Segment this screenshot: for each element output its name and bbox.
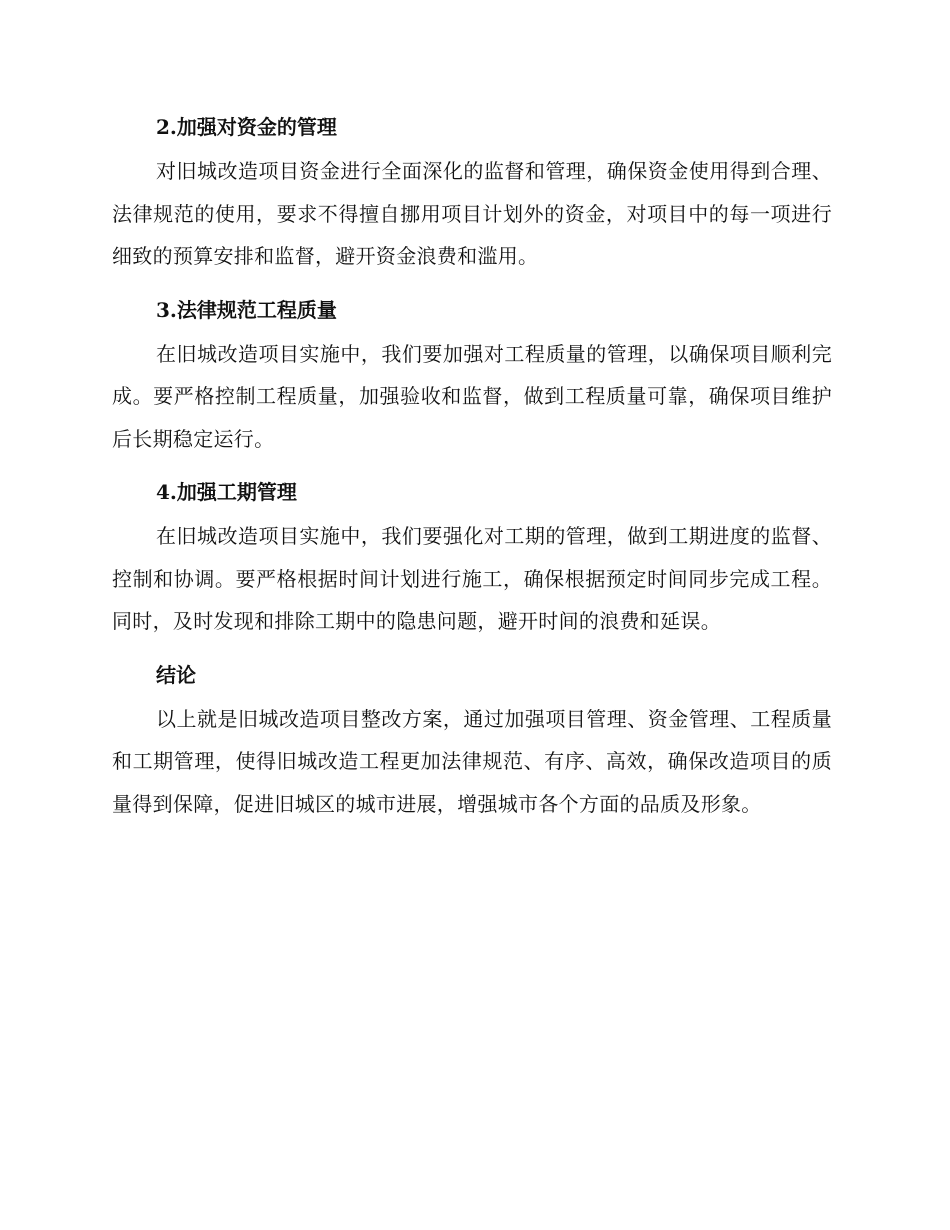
section-body-conclusion: 以上就是旧城改造项目整改方案，通过加强项目管理、资金管理、工程质量和工期管理，使得旧城改造工程更加法律规范、有序、高效，确保改造项目的质量得到保障，促进旧城区的城市进展，增强城市各个方面的品质及形象。 — [112, 706, 832, 816]
section-heading-funds: 2.加强对资金的管理 — [156, 115, 337, 139]
section-body-schedule: 在旧城改造项目实施中，我们要强化对工期的管理，做到工期进度的监督、控制和协调。要严格根据时间计划进行施工，确保根据预定时间同步完成工程。同时，及时发现和排除工期中的隐患问题，避开时间的浪费和延误。 — [112, 524, 832, 633]
section-heading-conclusion: 结论 — [156, 662, 196, 687]
section-body-funds: 对旧城改造项目资金进行全面深化的监督和管理，确保资金使用得到合理、法律规范的使用，要求不得擅自挪用项目计划外的资金，对项目中的每一项进行细致的预算安排和监督，避开资金浪费和滥用。 — [112, 159, 832, 268]
section-heading-quality: 3.法律规范工程质量 — [156, 297, 337, 322]
document-content — [112, 104, 832, 834]
section-heading-schedule: 4.加强工期管理 — [156, 480, 297, 504]
section-body-quality: 在旧城改造项目实施中，我们要加强对工程质量的管理，以确保项目顺利完成。要严格控制工程质量，加强验收和监督，做到工程质量可靠，确保项目维护后长期稳定运行。 — [112, 341, 832, 451]
